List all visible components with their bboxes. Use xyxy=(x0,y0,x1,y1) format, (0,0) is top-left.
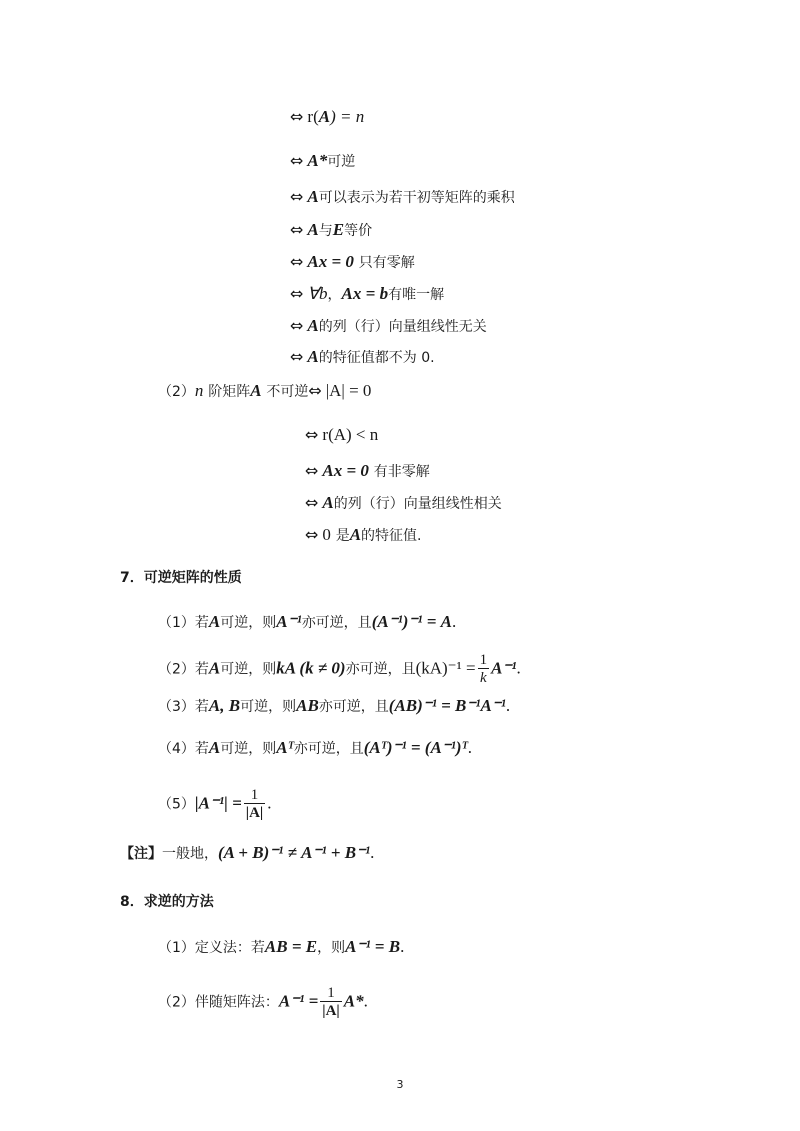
equiv-line-eigen-nonzero xyxy=(290,346,435,369)
property-4 xyxy=(158,737,472,760)
formula: (AB)⁻¹ = B⁻¹A⁻¹ xyxy=(388,696,506,715)
forall-b: ∀b xyxy=(307,284,328,303)
period: . xyxy=(400,937,405,956)
numerator: 1 xyxy=(244,787,265,804)
property-2 xyxy=(158,652,521,687)
section-7-heading: 7．可逆矩阵的性质 xyxy=(120,570,242,586)
zero: 0 xyxy=(322,525,331,544)
adjugate-a: A* xyxy=(343,991,364,1011)
noninv-line-eigen-zero xyxy=(305,524,421,547)
denominator: k xyxy=(480,670,487,686)
text: 不可逆 xyxy=(266,384,309,400)
denominator: |A| xyxy=(245,805,264,821)
matrix-a: A xyxy=(307,347,319,366)
condition-text: 可逆 xyxy=(327,154,356,170)
item-label: （3） xyxy=(158,699,195,715)
note-text: 一般地， xyxy=(162,846,218,862)
equiv-symbol: ⇔ xyxy=(290,252,304,271)
equiv-symbol: ⇔ xyxy=(290,220,304,239)
period: . xyxy=(516,658,521,678)
matrix-a: A xyxy=(250,381,262,400)
matrix-a: A xyxy=(307,316,319,335)
property-5 xyxy=(158,787,271,822)
condition-text: 的特征值. xyxy=(361,528,422,544)
item-label: （1） xyxy=(158,615,195,631)
fraction-1-over-k xyxy=(478,652,490,687)
text: 可逆，则 xyxy=(220,661,277,678)
matrix-a: A xyxy=(208,738,221,757)
item-label: （5） xyxy=(158,796,195,813)
text: ，则 xyxy=(317,940,346,956)
transpose-a: Aᵀ xyxy=(276,738,294,757)
scalar-multiple: kA (k ≠ 0) xyxy=(276,658,346,678)
equiv-line-independent xyxy=(290,315,487,338)
inverse-a: A⁻¹ xyxy=(276,612,302,631)
text: 可逆，则 xyxy=(220,741,277,757)
text: 若 xyxy=(194,699,209,715)
numerator: 1 xyxy=(479,652,488,668)
formula: (Aᵀ)⁻¹ = (A⁻¹)ᵀ xyxy=(363,738,468,757)
matrix-a: A xyxy=(349,525,362,544)
matrix-e: E xyxy=(332,220,345,239)
noninvertible-header xyxy=(158,380,371,403)
property-3 xyxy=(158,695,510,718)
text: 亦可逆，且 xyxy=(301,615,372,631)
period: . xyxy=(267,793,272,813)
period: . xyxy=(363,991,368,1011)
matrices-ab: A, B xyxy=(208,696,241,715)
text: 若 xyxy=(194,615,209,631)
inverse-a: A⁻¹ xyxy=(491,658,517,678)
equiv-line-equivalent-e xyxy=(290,219,372,242)
product-ab: AB xyxy=(296,696,319,715)
item-label: （2） xyxy=(158,384,195,400)
equiv-symbol: ⇔ xyxy=(305,461,319,480)
page-number: 3 xyxy=(396,1078,404,1091)
section-8-heading: 8．求逆的方法 xyxy=(120,894,214,910)
condition-text: 可以表示为若干初等矩阵的乘积 xyxy=(318,190,515,206)
method-1 xyxy=(158,936,404,959)
property-1 xyxy=(158,611,456,634)
condition-text: 是 xyxy=(335,528,350,544)
equiv-symbol: ⇔ xyxy=(290,187,304,206)
equiv-symbol: ⇔ xyxy=(290,347,304,366)
equation-axb: Ax = b xyxy=(341,284,389,303)
rank-less: r(A) < n xyxy=(322,425,379,444)
order-n: n xyxy=(194,381,204,400)
period: . xyxy=(467,738,472,757)
det-inverse: |A⁻¹| = xyxy=(194,793,242,813)
equiv-line-adjugate xyxy=(290,150,355,173)
rank-prefix: r( xyxy=(307,107,319,126)
formula-ab-e: AB = E xyxy=(264,937,318,956)
period: . xyxy=(452,612,457,631)
text: 亦可逆，且 xyxy=(318,699,389,715)
equiv-symbol: ⇔ xyxy=(308,381,322,400)
fraction-1-over-det xyxy=(244,787,265,822)
noninv-line-nonzero-solution xyxy=(305,460,430,483)
item-label: （2） xyxy=(158,994,195,1011)
text: 可逆，则 xyxy=(220,615,277,631)
equation-ax0: Ax = 0 xyxy=(322,461,369,480)
note-formula: (A + B)⁻¹ ≠ A⁻¹ + B⁻¹ xyxy=(218,843,371,862)
equiv-symbol: ⇔ xyxy=(305,525,319,544)
equiv-line-zero-solution xyxy=(290,251,415,274)
inverse-a: A⁻¹ = xyxy=(278,991,319,1011)
text: 亦可逆，且 xyxy=(293,741,364,757)
equiv-line-unique-solution xyxy=(290,283,444,306)
note-label: 【注】 xyxy=(120,846,162,862)
det-zero: |A| = 0 xyxy=(325,381,372,400)
formula: (A⁻¹)⁻¹ = A xyxy=(371,612,453,631)
equiv-symbol: ⇔ xyxy=(290,107,304,126)
equiv-symbol: ⇔ xyxy=(305,493,319,512)
noninv-line-rank xyxy=(305,424,378,446)
condition-text: 的特征值都不为 0. xyxy=(318,350,435,366)
condition-text: 的列（行）向量组线性相关 xyxy=(333,496,502,512)
formula-inverse-b: A⁻¹ = B xyxy=(345,937,401,956)
adjugate-a: A* xyxy=(307,151,328,170)
equiv-line-elementary xyxy=(290,186,515,209)
numerator: 1 xyxy=(320,985,341,1002)
condition-text: 等价 xyxy=(344,223,373,239)
denominator: |A| xyxy=(322,1003,340,1019)
equiv-symbol: ⇔ xyxy=(290,151,304,170)
equation-ax0: Ax = 0 xyxy=(307,252,354,271)
condition-text: 有唯一解 xyxy=(388,287,445,303)
item-label: （4） xyxy=(158,741,195,757)
note-line xyxy=(120,843,374,863)
text: 可逆，则 xyxy=(240,699,297,715)
equiv-symbol: ⇔ xyxy=(290,316,304,335)
matrix-a: A xyxy=(318,107,331,126)
condition-text: 只有零解 xyxy=(358,255,415,271)
period: . xyxy=(505,696,511,715)
period: . xyxy=(370,843,375,862)
condition-text: 有非零解 xyxy=(373,464,430,480)
fraction-1-over-det xyxy=(320,985,341,1020)
formula: (kA)⁻¹ = xyxy=(415,658,476,678)
rank-tail: ) = n xyxy=(330,107,365,126)
condition-text: 的列（行）向量组线性无关 xyxy=(318,319,487,335)
equiv-line-rank xyxy=(290,106,364,128)
method-2 xyxy=(158,985,368,1020)
item-label: （1） xyxy=(158,940,195,956)
matrix-a: A xyxy=(322,493,334,512)
matrix-a: A xyxy=(307,187,319,206)
text: 伴随矩阵法： xyxy=(194,994,279,1011)
item-label: （2） xyxy=(158,661,195,678)
matrix-a: A xyxy=(208,612,221,631)
text: 阶矩阵 xyxy=(208,384,251,400)
text: 亦可逆，且 xyxy=(345,661,416,678)
noninv-line-dependent xyxy=(305,492,502,515)
text: 定义法：若 xyxy=(194,940,265,956)
text: 若 xyxy=(194,661,209,678)
comma: ， xyxy=(327,287,342,303)
matrix-a: A xyxy=(208,658,221,678)
equiv-symbol: ⇔ xyxy=(305,425,319,444)
equiv-symbol: ⇔ xyxy=(290,284,304,303)
text: 若 xyxy=(194,741,209,757)
matrix-a: A xyxy=(307,220,319,239)
condition-text: 与 xyxy=(318,223,333,239)
